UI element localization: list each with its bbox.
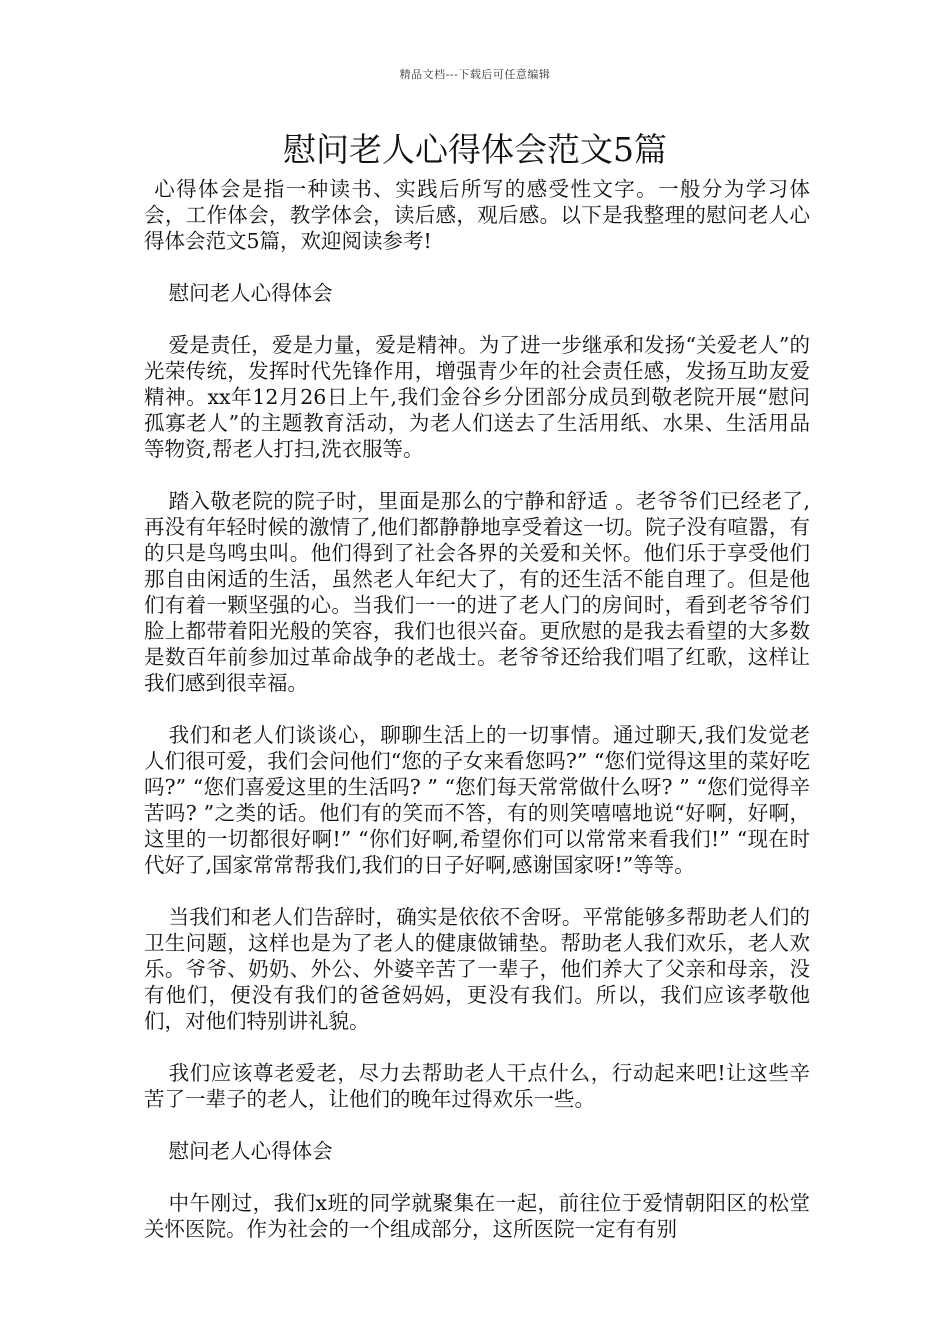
document-body — [144, 176, 810, 1268]
body-paragraph: 踏入敬老院的院子时，里面是那么的宁静和舒适 。老爷爷们已经老了,再没有年轻时候的激情了,他们都静静地享受着这一切。院子没有喧嚣，有的只是鸟鸣虫叫。他们得到了社会各界的关爱和关怀。他们乐于享受他们那自由闲适的生活，虽然老人年纪大了，有的还生活不能自理了。但是他们有着一颗坚强的心。当我们一一的进了老人门的房间时，看到老爷爷们脸上都带着阳光般的笑容，我们也很兴奋。更欣慰的是我去看望的大多数是数百年前参加过革命战争的老战士。老爷爷还给我们唱了红歌，这样让我们感到很幸福。 — [144, 489, 810, 695]
section-heading: 慰问老人心得体会 — [168, 1139, 333, 1163]
body-paragraph: 我们应该尊老爱老，尽力去帮助老人干点什么，行动起来吧!让这些辛苦了一辈子的老人，让他们的晚年过得欢乐一些。 — [144, 1061, 810, 1111]
body-paragraph: 爱是责任，爱是力量，爱是精神。为了进一步继承和发扬“关爱老人”的光荣传统，发挥时代先锋作用，增强青少年的社会责任感，发扬互助友爱精神。xx年12月26日上午,我们金谷乡分团部分成员到敬老院开展“慰问孤寡老人”的主题教育活动，为老人们送去了生活用纸、水果、生活用品等物资,帮老人打扫,洗衣服等。 — [144, 333, 810, 461]
document-title: 慰问老人心得体会范文5篇 — [283, 130, 667, 169]
page-header-note: 精品文档---下载后可任意编辑 — [399, 68, 551, 81]
body-paragraph: 中午刚过，我们x班的同学就聚集在一起，前往位于爱情朝阳区的松堂关怀医院。作为社会的一个组成部分，这所医院一定有有别 — [144, 1191, 810, 1241]
intro-paragraph: 心得体会是指一种读书、实践后所写的感受性文字。一般分为学习体会，工作体会，教学体会，读后感，观后感。以下是我整理的慰问老人心得体会范文5篇，欢迎阅读参考! — [144, 177, 810, 253]
body-paragraph: 当我们和老人们告辞时，确实是依依不舍呀。平常能够多帮助老人们的卫生问题，这样也是为了老人的健康做铺垫。帮助老人我们欢乐，老人欢乐。爷爷、奶奶、外公、外婆辛苦了一辈子，他们养大了父亲和母亲，没有他们，便没有我们的爸爸妈妈，更没有我们。所以，我们应该孝敬他们，对他们特别讲礼貌。 — [144, 905, 810, 1033]
body-paragraph: 我们和老人们谈谈心，聊聊生活上的一切事情。通过聊天,我们发觉老人们很可爱，我们会问他们“您的子女来看您吗?” “您们觉得这里的菜好吃吗?” “您们喜爱这里的生活吗? ” “您们每天常常做什么呀? ” “您们觉得辛苦吗? ”之类的话。他们有的笑而不答，有的则笑嘻嘻地说“好啊，好啊，这里的一切都很好啊!” “你们好啊,希望你们可以常常来看我们!” “现在时代好了,国家常常帮我们,我们的日子好啊,感谢国家呀!”等等。 — [144, 723, 810, 877]
section-heading: 慰问老人心得体会 — [168, 281, 333, 305]
